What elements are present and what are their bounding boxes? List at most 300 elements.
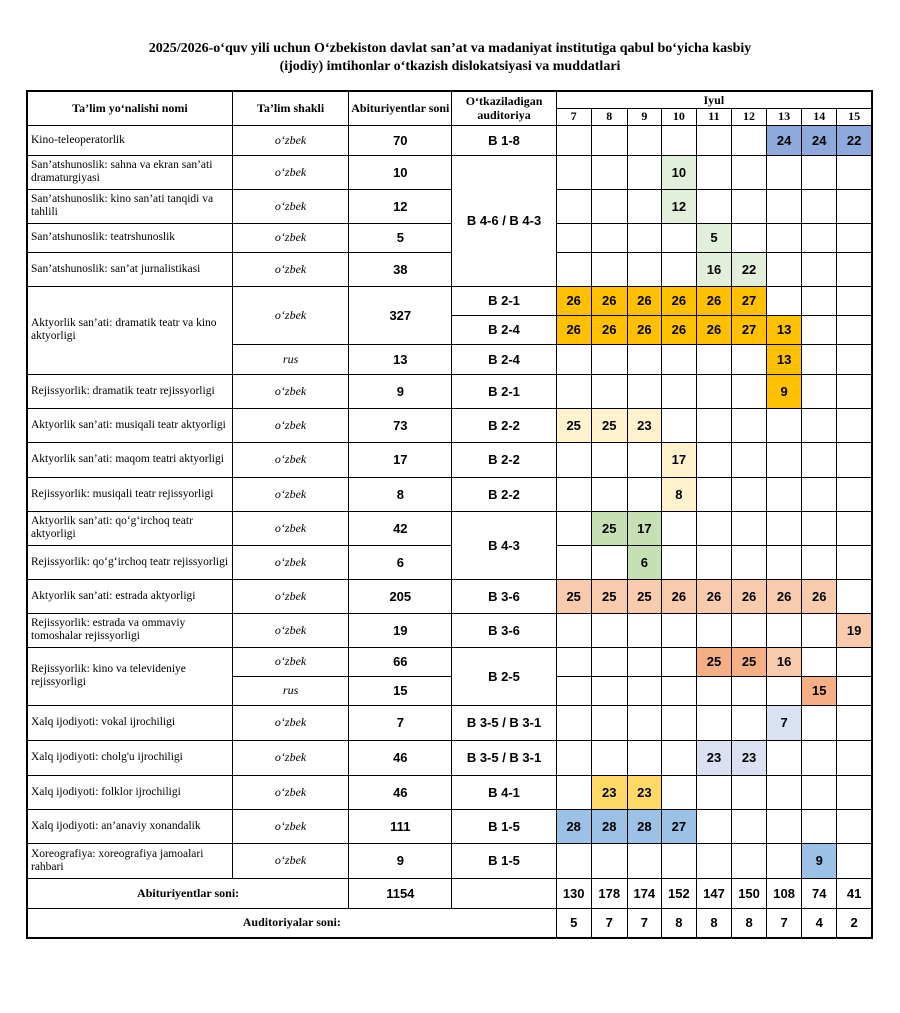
- applicants-total-label: Abituriyentlar soni:: [27, 878, 349, 908]
- day-cell: 22: [732, 252, 767, 286]
- day-cell: [661, 125, 696, 155]
- day-header: 7: [556, 108, 591, 125]
- day-cell: 6: [627, 545, 661, 579]
- direction-name: San’atshunoslik: kino san’ati tanqidi va tahlili: [27, 189, 232, 223]
- study-form: o‘zbek: [232, 252, 348, 286]
- table-row: [27, 613, 872, 647]
- day-cell: [661, 545, 696, 579]
- day-cell: [767, 252, 802, 286]
- day-cell: [802, 647, 837, 676]
- day-cell: [732, 545, 767, 579]
- day-cell: [591, 223, 627, 252]
- day-cell: 23: [627, 775, 661, 809]
- day-cell: 26: [661, 286, 696, 315]
- day-cell: 26: [767, 579, 802, 613]
- day-cell: [591, 125, 627, 155]
- header-direction: Ta’lim yo‘nalishi nomi: [27, 91, 232, 125]
- auditorium: B 4-3: [452, 511, 556, 579]
- day-cell: 26: [696, 579, 731, 613]
- day-cell: [767, 442, 802, 477]
- day-cell: 7: [767, 705, 802, 740]
- table-row: [27, 223, 872, 252]
- day-cell: [837, 545, 872, 579]
- day-cell: [732, 408, 767, 442]
- direction-name: Rejissyorlik: dramatik teatr rejissyorligi: [27, 374, 232, 408]
- study-form: o‘zbek: [232, 775, 348, 809]
- day-header: 14: [802, 108, 837, 125]
- applicant-count: 7: [349, 705, 452, 740]
- day-cell: [556, 344, 591, 374]
- day-cell: [767, 613, 802, 647]
- table-row: [27, 155, 872, 189]
- day-cell: [732, 676, 767, 705]
- study-form: o‘zbek: [232, 442, 348, 477]
- day-cell: [591, 442, 627, 477]
- applicant-count: 15: [349, 676, 452, 705]
- day-cell: [767, 223, 802, 252]
- day-cell: 28: [627, 809, 661, 843]
- day-cell: 26: [627, 286, 661, 315]
- day-cell: 22: [837, 125, 872, 155]
- rooms-per-day: 8: [696, 908, 731, 938]
- auditorium: B 2-2: [452, 408, 556, 442]
- day-header: 12: [732, 108, 767, 125]
- day-cell: [837, 775, 872, 809]
- day-cell: [837, 442, 872, 477]
- header-room: O‘tkaziladigan auditoriya: [452, 91, 556, 125]
- table-row: [27, 809, 872, 843]
- table-row: [27, 740, 872, 775]
- direction-name: Xalq ijodiyoti: folklor ijrochiligi: [27, 775, 232, 809]
- study-form: o‘zbek: [232, 545, 348, 579]
- auditorium: B 1-8: [452, 125, 556, 155]
- day-cell: 26: [696, 286, 731, 315]
- rooms-total-label: Auditoriyalar soni:: [27, 908, 556, 938]
- study-form: rus: [232, 344, 348, 374]
- day-cell: [767, 676, 802, 705]
- day-cell: [661, 344, 696, 374]
- applicant-count: 8: [349, 477, 452, 511]
- day-cell: [732, 155, 767, 189]
- day-cell: [802, 809, 837, 843]
- day-cell: [696, 843, 731, 878]
- study-form: o‘zbek: [232, 843, 348, 878]
- day-cell: [837, 315, 872, 344]
- day-cell: [767, 477, 802, 511]
- day-cell: [802, 545, 837, 579]
- day-cell: [627, 223, 661, 252]
- direction-name: Kino-teleoperatorlik: [27, 125, 232, 155]
- day-cell: [556, 155, 591, 189]
- day-cell: [556, 545, 591, 579]
- day-cell: 19: [837, 613, 872, 647]
- rooms-per-day: 8: [732, 908, 767, 938]
- day-cell: [696, 125, 731, 155]
- day-cell: 27: [732, 315, 767, 344]
- study-form: o‘zbek: [232, 223, 348, 252]
- day-cell: 26: [591, 315, 627, 344]
- applicant-count: 205: [349, 579, 452, 613]
- day-cell: [591, 705, 627, 740]
- day-cell: 26: [661, 579, 696, 613]
- day-cell: 24: [767, 125, 802, 155]
- day-cell: [627, 477, 661, 511]
- study-form: o‘zbek: [232, 809, 348, 843]
- schedule-table: [26, 90, 873, 939]
- day-cell: [556, 740, 591, 775]
- header-month: Iyul: [556, 91, 872, 108]
- direction-name: Aktyorlik san’ati: maqom teatri aktyorligi: [27, 442, 232, 477]
- day-cell: [591, 374, 627, 408]
- day-cell: 27: [732, 286, 767, 315]
- day-cell: [732, 125, 767, 155]
- day-cell: [696, 442, 731, 477]
- direction-name: Rejissyorlik: qo‘g‘irchoq teatr rejissyorligi: [27, 545, 232, 579]
- day-cell: [767, 809, 802, 843]
- rooms-per-day: 4: [802, 908, 837, 938]
- auditorium: B 2-4: [452, 344, 556, 374]
- direction-name: Aktyorlik san’ati: musiqali teatr aktyorligi: [27, 408, 232, 442]
- direction-name: Xalq ijodiyoti: an’anaviy xonandalik: [27, 809, 232, 843]
- header-form: Ta’lim shakli: [232, 91, 348, 125]
- day-cell: [661, 223, 696, 252]
- day-cell: [591, 477, 627, 511]
- day-cell: [627, 442, 661, 477]
- study-form: rus: [232, 676, 348, 705]
- day-cell: [767, 740, 802, 775]
- applicant-count: 10: [349, 155, 452, 189]
- day-cell: 10: [661, 155, 696, 189]
- day-cell: 26: [732, 579, 767, 613]
- day-cell: [767, 155, 802, 189]
- applicant-count: 70: [349, 125, 452, 155]
- day-total: 152: [661, 878, 696, 908]
- applicant-count: 46: [349, 740, 452, 775]
- table-row: [27, 705, 872, 740]
- table-row: [27, 252, 872, 286]
- day-cell: [627, 189, 661, 223]
- day-cell: [661, 843, 696, 878]
- title-line-1: 2025/2026-o‘quv yili uchun O‘zbekiston davlat san’at va madaniyat institutiga qabul bo‘yicha kasbiy: [148, 41, 752, 56]
- day-cell: 25: [591, 408, 627, 442]
- day-cell: [556, 843, 591, 878]
- day-cell: [627, 252, 661, 286]
- day-cell: 5: [696, 223, 731, 252]
- day-cell: [696, 676, 731, 705]
- day-cell: [556, 705, 591, 740]
- day-cell: [837, 705, 872, 740]
- day-cell: [696, 705, 731, 740]
- day-cell: [591, 545, 627, 579]
- day-cell: [837, 408, 872, 442]
- day-cell: [837, 477, 872, 511]
- day-cell: [837, 809, 872, 843]
- day-cell: [627, 676, 661, 705]
- day-cell: 23: [732, 740, 767, 775]
- day-total: 108: [767, 878, 802, 908]
- day-cell: 26: [591, 286, 627, 315]
- day-total: 178: [591, 878, 627, 908]
- day-cell: 27: [661, 809, 696, 843]
- day-total: 130: [556, 878, 591, 908]
- auditorium: B 4-6 / B 4-3: [452, 155, 556, 286]
- day-cell: [802, 189, 837, 223]
- day-cell: [556, 189, 591, 223]
- day-cell: 26: [627, 315, 661, 344]
- day-cell: 16: [767, 647, 802, 676]
- auditorium: B 2-1: [452, 286, 556, 315]
- day-total: 174: [627, 878, 661, 908]
- day-cell: 17: [661, 442, 696, 477]
- day-cell: [696, 344, 731, 374]
- day-cell: [837, 344, 872, 374]
- applicant-count: 6: [349, 545, 452, 579]
- day-cell: [837, 511, 872, 545]
- day-cell: [837, 843, 872, 878]
- day-cell: 25: [591, 579, 627, 613]
- direction-name: Rejissyorlik: estrada va ommaviy tomoshalar rejissyorligi: [27, 613, 232, 647]
- table-row: [27, 125, 872, 155]
- applicant-count: 42: [349, 511, 452, 545]
- day-cell: [591, 344, 627, 374]
- day-cell: [802, 286, 837, 315]
- day-cell: [696, 613, 731, 647]
- applicant-count: 9: [349, 374, 452, 408]
- day-cell: [591, 740, 627, 775]
- day-cell: 26: [556, 315, 591, 344]
- day-cell: 25: [696, 647, 731, 676]
- day-cell: 8: [661, 477, 696, 511]
- day-cell: 26: [696, 315, 731, 344]
- day-cell: [732, 344, 767, 374]
- day-cell: [732, 613, 767, 647]
- study-form: o‘zbek: [232, 374, 348, 408]
- day-cell: [837, 223, 872, 252]
- day-cell: [767, 775, 802, 809]
- day-cell: 23: [696, 740, 731, 775]
- day-cell: [661, 374, 696, 408]
- day-cell: [802, 252, 837, 286]
- day-cell: [802, 613, 837, 647]
- study-form: o‘zbek: [232, 189, 348, 223]
- day-cell: [837, 579, 872, 613]
- day-cell: [696, 477, 731, 511]
- day-cell: [732, 843, 767, 878]
- study-form: o‘zbek: [232, 408, 348, 442]
- applicant-count: 46: [349, 775, 452, 809]
- day-cell: [661, 740, 696, 775]
- day-cell: 25: [556, 408, 591, 442]
- auditorium: B 3-6: [452, 613, 556, 647]
- direction-name: Xalq ijodiyoti: vokal ijrochiligi: [27, 705, 232, 740]
- day-cell: 25: [627, 579, 661, 613]
- day-cell: [732, 442, 767, 477]
- study-form: o‘zbek: [232, 155, 348, 189]
- table-row: [27, 647, 872, 676]
- day-cell: [627, 843, 661, 878]
- day-cell: [802, 223, 837, 252]
- day-cell: [802, 442, 837, 477]
- day-cell: [767, 189, 802, 223]
- applicant-count: 12: [349, 189, 452, 223]
- day-cell: [802, 315, 837, 344]
- day-total: 41: [837, 878, 872, 908]
- day-cell: [627, 613, 661, 647]
- day-cell: [732, 223, 767, 252]
- study-form: o‘zbek: [232, 579, 348, 613]
- table-row: [27, 408, 872, 442]
- study-form: o‘zbek: [232, 511, 348, 545]
- day-header: 10: [661, 108, 696, 125]
- day-cell: [627, 740, 661, 775]
- day-cell: 25: [732, 647, 767, 676]
- auditorium: B 2-5: [452, 647, 556, 705]
- day-cell: [696, 408, 731, 442]
- day-cell: [732, 775, 767, 809]
- day-cell: [732, 189, 767, 223]
- direction-name: Aktyorlik san’ati: estrada aktyorligi: [27, 579, 232, 613]
- day-cell: [802, 344, 837, 374]
- day-cell: [802, 775, 837, 809]
- study-form: o‘zbek: [232, 286, 348, 344]
- day-cell: [837, 374, 872, 408]
- day-cell: [556, 374, 591, 408]
- day-cell: 25: [556, 579, 591, 613]
- rooms-per-day: 7: [591, 908, 627, 938]
- day-cell: [556, 676, 591, 705]
- direction-name: Aktyorlik san’ati: dramatik teatr va kino aktyorligi: [27, 286, 232, 374]
- day-cell: [627, 647, 661, 676]
- day-cell: [627, 344, 661, 374]
- day-cell: [627, 155, 661, 189]
- day-cell: [661, 705, 696, 740]
- study-form: o‘zbek: [232, 705, 348, 740]
- day-cell: [767, 511, 802, 545]
- applicant-count: 73: [349, 408, 452, 442]
- table-row: [27, 511, 872, 545]
- day-cell: [837, 252, 872, 286]
- day-cell: [627, 125, 661, 155]
- auditorium: B 1-5: [452, 843, 556, 878]
- applicants-total-row: [27, 878, 872, 908]
- direction-name: Aktyorlik san’ati: qo‘g‘irchoq teatr aktyorligi: [27, 511, 232, 545]
- table-row: [27, 579, 872, 613]
- day-cell: [556, 613, 591, 647]
- day-cell: 26: [802, 579, 837, 613]
- day-cell: [837, 740, 872, 775]
- header-count: Abituriyentlar soni: [349, 91, 452, 125]
- day-header: 8: [591, 108, 627, 125]
- day-cell: 9: [767, 374, 802, 408]
- day-header: 13: [767, 108, 802, 125]
- day-cell: [591, 676, 627, 705]
- day-total: 150: [732, 878, 767, 908]
- applicant-count: 111: [349, 809, 452, 843]
- study-form: o‘zbek: [232, 125, 348, 155]
- day-cell: 24: [802, 125, 837, 155]
- day-cell: [837, 647, 872, 676]
- day-cell: [556, 477, 591, 511]
- table-row: [27, 374, 872, 408]
- day-cell: [591, 252, 627, 286]
- day-cell: [732, 705, 767, 740]
- day-cell: [837, 155, 872, 189]
- day-cell: 13: [767, 344, 802, 374]
- day-cell: [661, 647, 696, 676]
- applicant-count: 5: [349, 223, 452, 252]
- rooms-per-day: 7: [627, 908, 661, 938]
- day-cell: [767, 286, 802, 315]
- day-cell: [661, 676, 696, 705]
- day-cell: [661, 613, 696, 647]
- study-form: o‘zbek: [232, 613, 348, 647]
- table-row: [27, 286, 872, 315]
- rooms-per-day: 5: [556, 908, 591, 938]
- auditorium: B 3-5 / B 3-1: [452, 740, 556, 775]
- day-cell: 28: [556, 809, 591, 843]
- day-cell: [732, 477, 767, 511]
- day-cell: [696, 809, 731, 843]
- table-row: [27, 775, 872, 809]
- auditorium: B 1-5: [452, 809, 556, 843]
- day-cell: [556, 223, 591, 252]
- applicant-count: 17: [349, 442, 452, 477]
- day-cell: [591, 613, 627, 647]
- day-cell: [591, 189, 627, 223]
- header-row: [27, 91, 872, 108]
- day-total: 147: [696, 878, 731, 908]
- direction-name: Xalq ijodiyoti: cholg'u ijrochiligi: [27, 740, 232, 775]
- day-cell: [767, 545, 802, 579]
- day-cell: [556, 511, 591, 545]
- day-cell: [591, 647, 627, 676]
- day-cell: [661, 775, 696, 809]
- day-cell: [556, 252, 591, 286]
- day-cell: [802, 740, 837, 775]
- day-cell: 25: [591, 511, 627, 545]
- day-cell: [696, 189, 731, 223]
- rooms-per-day: 2: [837, 908, 872, 938]
- table-row: [27, 477, 872, 511]
- applicants-total: 1154: [349, 878, 452, 908]
- auditorium: B 2-4: [452, 315, 556, 344]
- day-cell: 9: [802, 843, 837, 878]
- day-cell: [661, 252, 696, 286]
- day-cell: [802, 155, 837, 189]
- day-cell: [732, 511, 767, 545]
- day-cell: 13: [767, 315, 802, 344]
- direction-name: Rejissyorlik: musiqali teatr rejissyorligi: [27, 477, 232, 511]
- applicant-count: 13: [349, 344, 452, 374]
- study-form: o‘zbek: [232, 647, 348, 676]
- day-cell: [732, 374, 767, 408]
- day-cell: 12: [661, 189, 696, 223]
- auditorium: B 2-1: [452, 374, 556, 408]
- day-cell: [627, 705, 661, 740]
- applicant-count: 38: [349, 252, 452, 286]
- day-header: 15: [837, 108, 872, 125]
- direction-name: San’atshunoslik: sahna va ekran san’ati dramaturgiyasi: [27, 155, 232, 189]
- applicant-count: 19: [349, 613, 452, 647]
- table-row: [27, 843, 872, 878]
- day-cell: 15: [802, 676, 837, 705]
- day-cell: [802, 477, 837, 511]
- table-row: [27, 442, 872, 477]
- day-cell: [556, 442, 591, 477]
- day-header: 9: [627, 108, 661, 125]
- day-cell: [802, 705, 837, 740]
- day-cell: [732, 809, 767, 843]
